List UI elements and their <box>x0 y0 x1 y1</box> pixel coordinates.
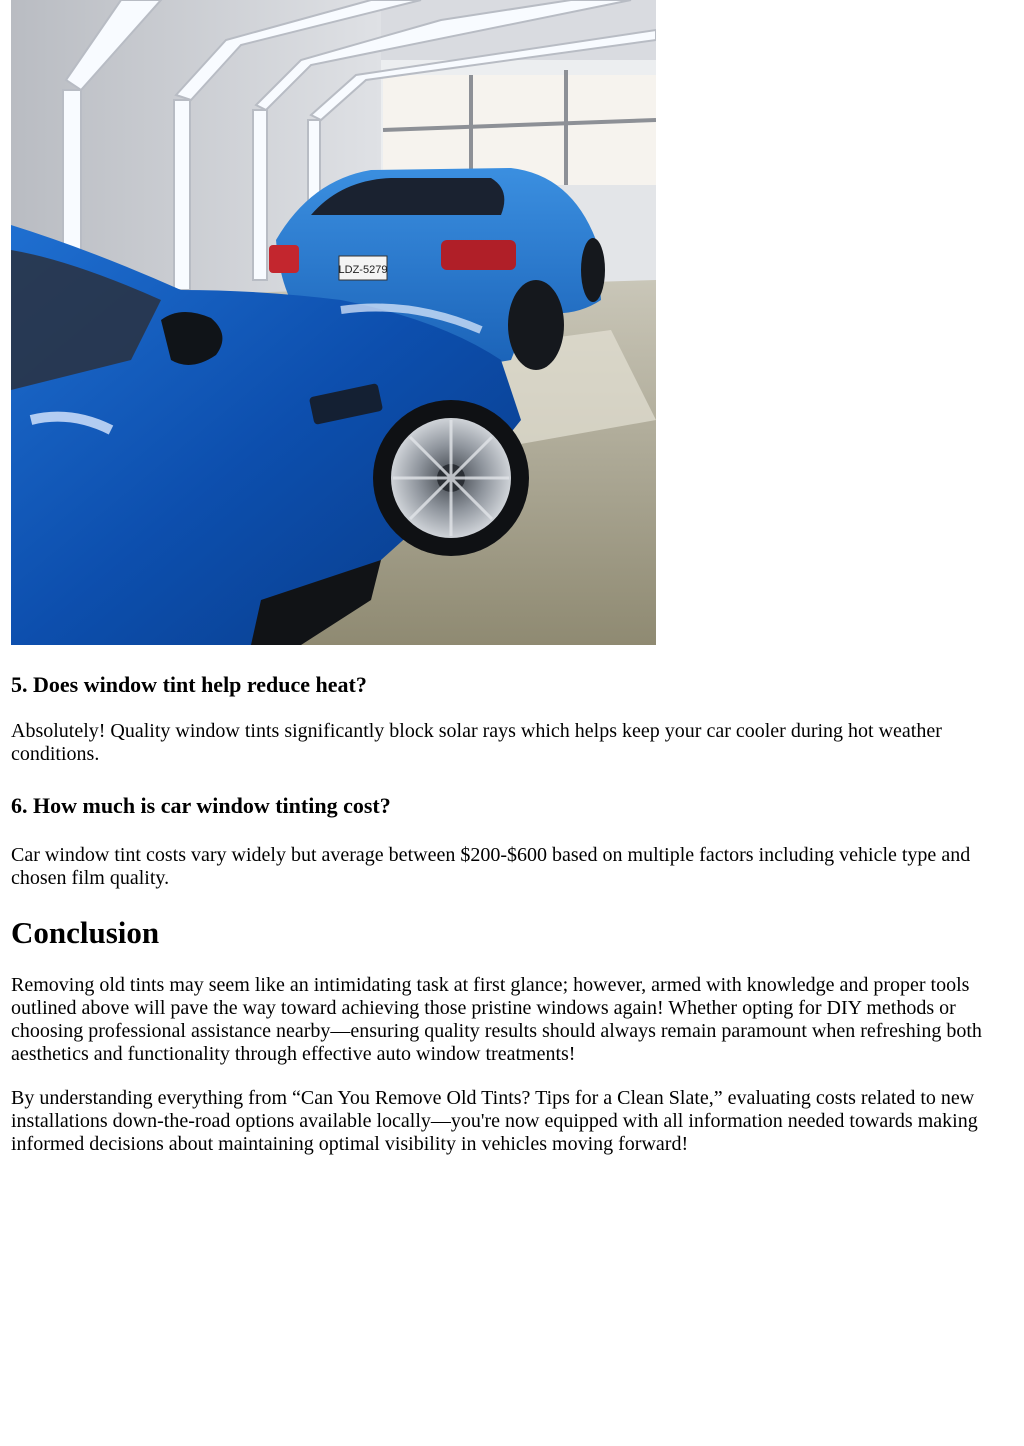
article-content <box>11 0 1014 1156</box>
conclusion-heading: Conclusion <box>11 915 160 950</box>
faq-question-6: 6. How much is car window tinting cost? <box>11 793 391 818</box>
conclusion-paragraph: By understanding everything from “Can You Remove Old Tints? Tips for a Clean Slate,” evaluating costs related to new installations down-the-road options available locally—you're now equipped with all information needed towards making informed decisions about maintaining optimal visibility in vehicles moving forward! <box>11 1087 978 1155</box>
faq-answer-5: Absolutely! Quality window tints significantly block solar rays which helps keep your car cooler during hot weather conditions. <box>11 720 942 765</box>
conclusion-paragraph: Removing old tints may seem like an intimidating task at first glance; however, armed with knowledge and proper tools outlined above will pave the way toward achieving those pristine windows again! Whether opting for DIY methods or choosing professional assistance nearby—ensuring quality results should always remain paramount when refreshing both aesthetics and functionality through effective auto window treatments! <box>11 974 982 1065</box>
faq-question-5: 5. Does window tint help reduce heat? <box>11 672 367 697</box>
license-plate-text: LDZ-5279 <box>338 264 388 276</box>
faq-answer-6: Car window tint costs vary widely but average between $200-$600 based on multiple factors including vehicle type and chosen film quality. <box>11 844 971 889</box>
car-photo <box>11 0 656 645</box>
